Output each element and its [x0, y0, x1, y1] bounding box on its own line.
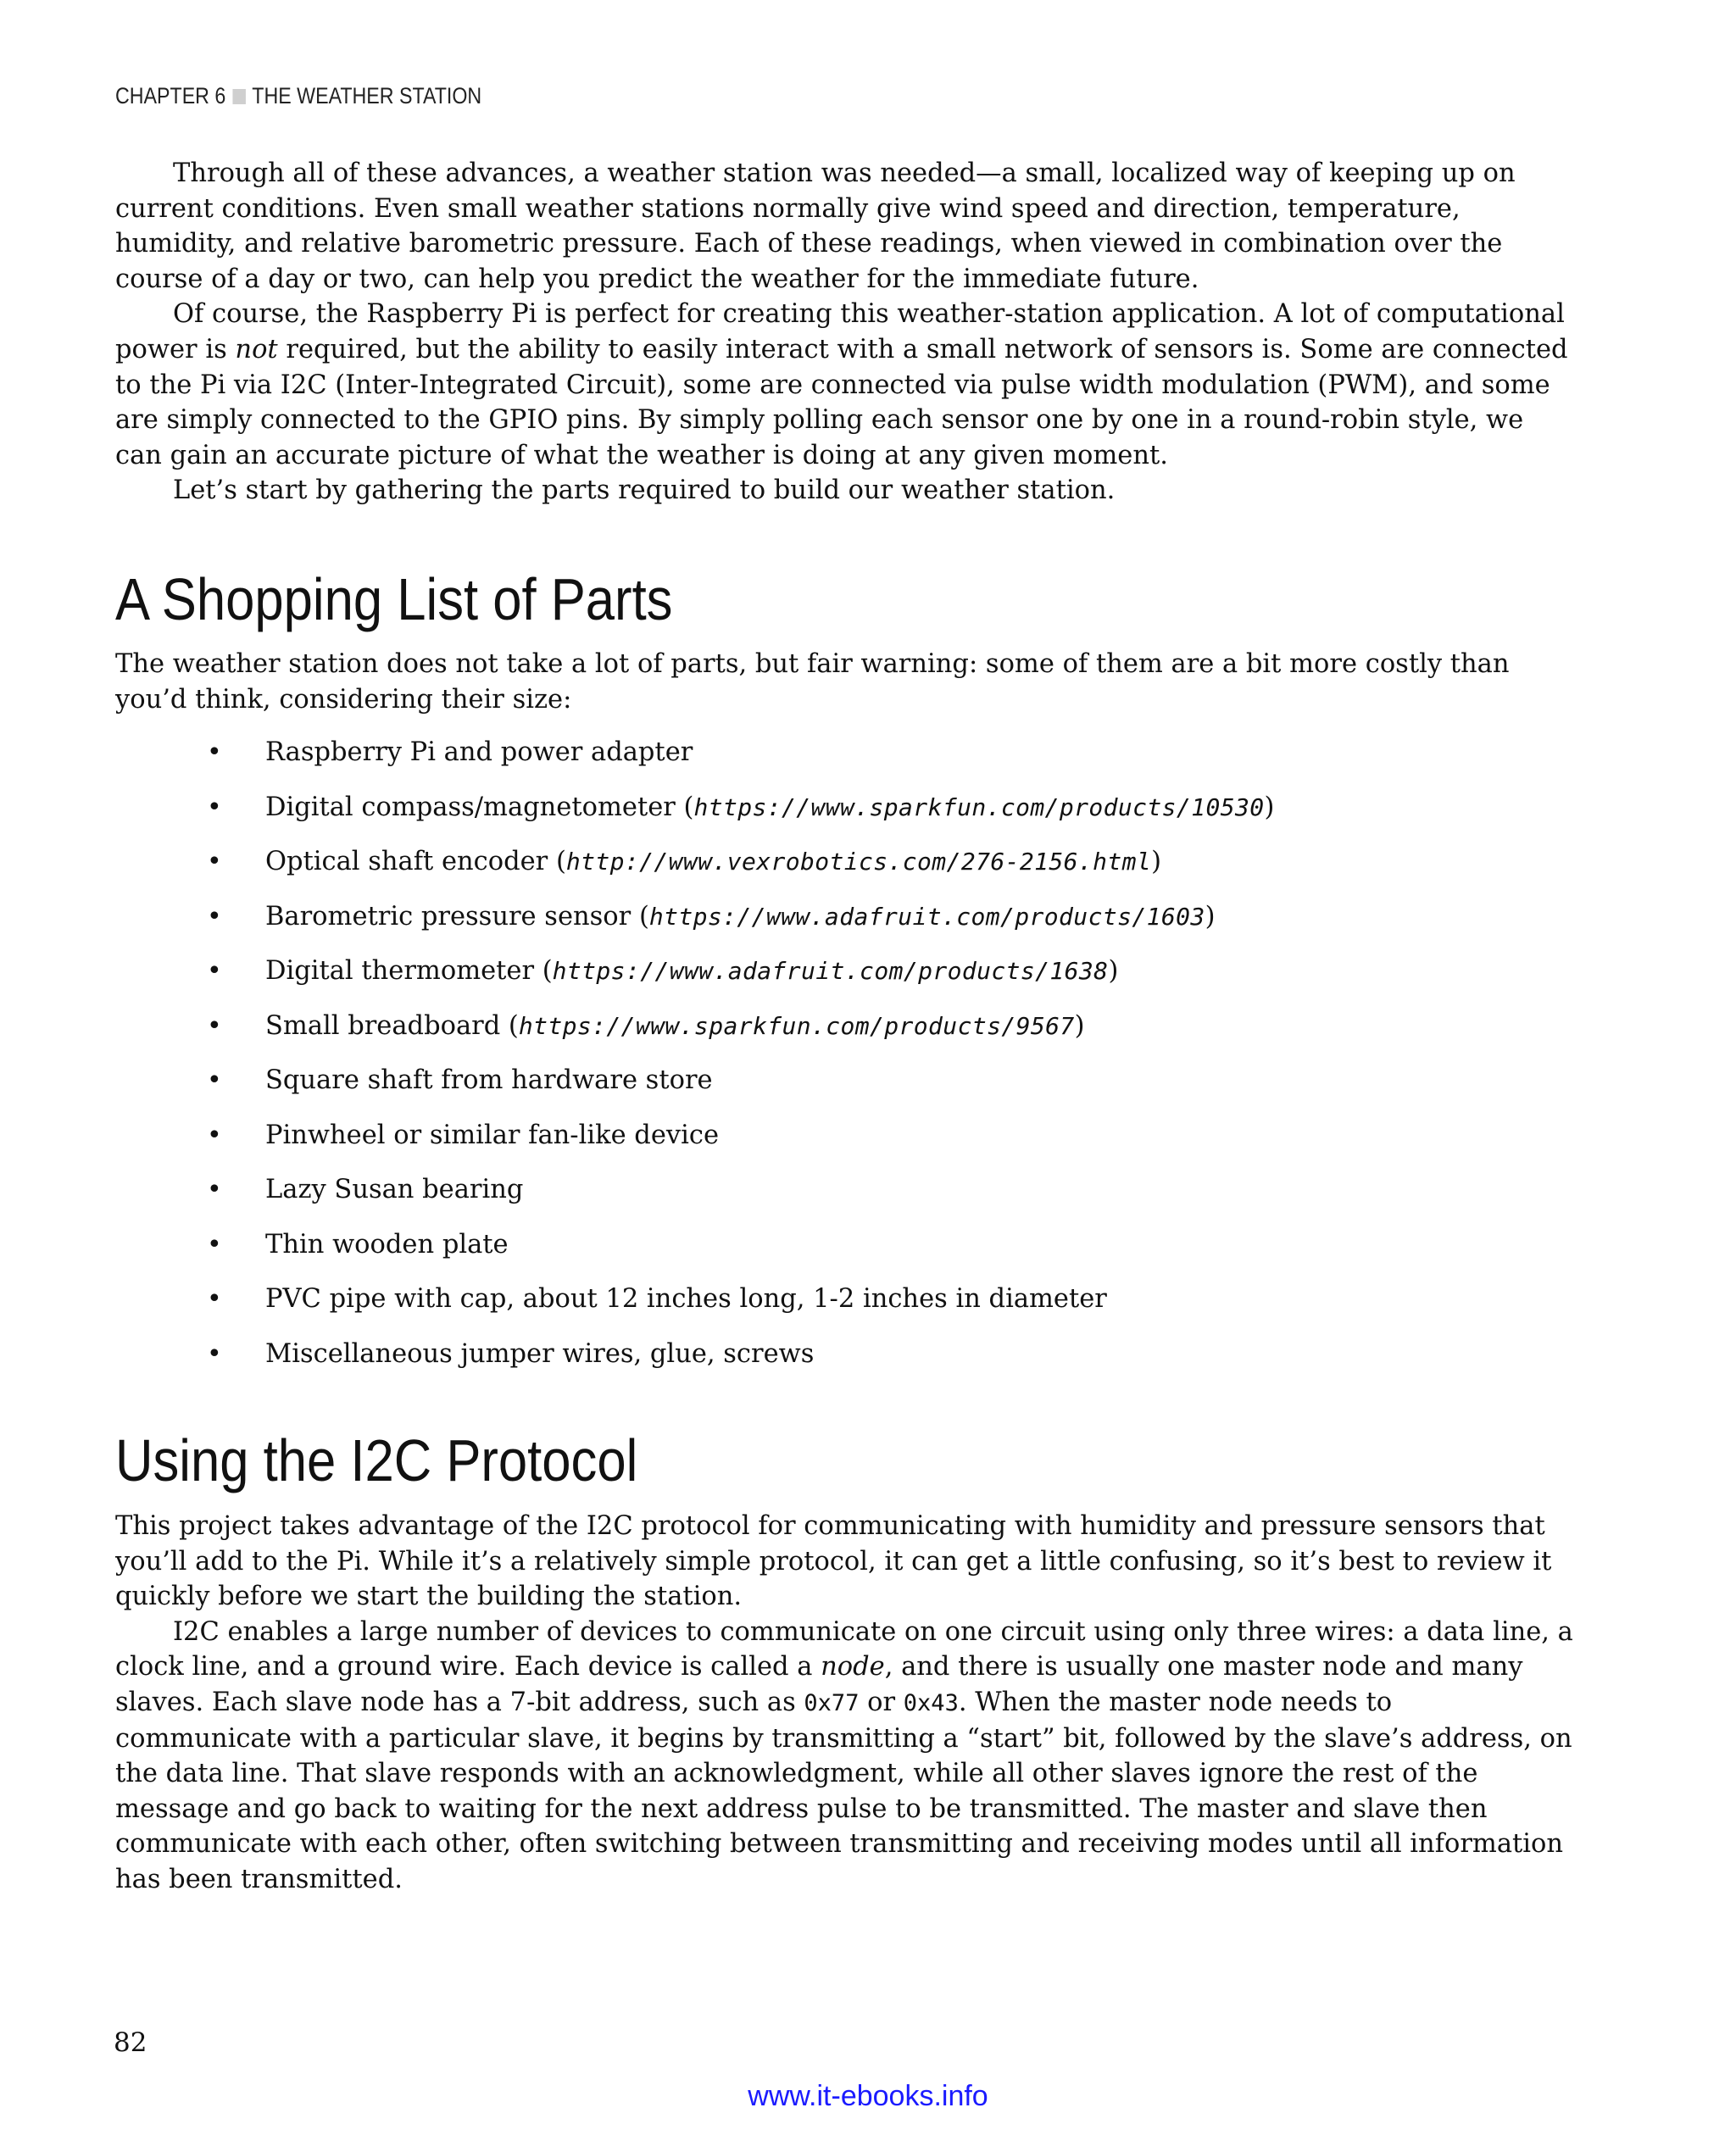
parts-list-item: [115, 845, 1607, 900]
intro-section: [115, 156, 1573, 509]
separator-square-icon: [232, 89, 245, 104]
i2c-paragraph-1: This project takes advantage of the I2C protocol for communicating with humidity and pressure sensors that you’ll add to the Pi. While it’s a relatively simple protocol, it can get a little confusing, so it’s best to review it quickly before we start the building the station.: [115, 1511, 1552, 1612]
parts-list-item: [115, 1228, 1607, 1283]
parts-list-item: [115, 900, 1607, 955]
parts-list-item: [115, 1009, 1607, 1065]
chapter-label: CHAPTER 6: [115, 83, 226, 108]
parts-list-item: [115, 791, 1607, 846]
bullet-icon: •: [207, 1175, 222, 1204]
bullet-icon: •: [207, 1284, 222, 1314]
i2c-p2-emphasis: node: [821, 1652, 885, 1682]
parts-list-item: [115, 1173, 1607, 1228]
parts-item-text: Small breadboard (: [265, 1010, 519, 1041]
i2c-paragraph-2: [115, 1615, 1573, 1898]
parts-item-text: Digital compass/magnetometer (: [265, 792, 694, 822]
bullet-icon: •: [207, 1338, 222, 1369]
parts-item-url[interactable]: https://www.adafruit.com/products/1603: [648, 902, 1205, 931]
parts-item-url[interactable]: https://www.adafruit.com/products/1638: [552, 957, 1109, 985]
parts-list-item: [115, 736, 1607, 791]
i2c-p2-text-c: . When the master node needs to communicate with a particular slave, it begins by transmitting a “start” bit, followed by the slave’s address, on the data line. That slave responds with an acknowledgment, while all other slaves ignore the rest of the message and go back to waiting for the next address pulse to be transmitted. The master and slave then communicate with each other, often switching between transmitting and receiving modes until all information has been transmitted.: [115, 1687, 1572, 1894]
parts-item-close-paren: ): [1074, 1010, 1085, 1041]
page-number: 82: [114, 2027, 147, 2058]
parts-list-item: [115, 1337, 1607, 1393]
intro-paragraph-3: Let’s start by gathering the parts required to build our weather station.: [173, 475, 1116, 506]
parts-item-close-paren: ): [1108, 956, 1119, 986]
shopping-list-heading: A Shopping List of Parts: [115, 566, 673, 632]
bullet-icon: •: [207, 1229, 222, 1260]
bullet-icon: •: [207, 901, 222, 931]
parts-item-url[interactable]: https://www.sparkfun.com/products/10530: [693, 792, 1265, 821]
i2c-address-code-1: 0x77: [804, 1689, 860, 1716]
parts-list-item: [115, 954, 1607, 1009]
intro-p2-emphasis: not: [235, 334, 278, 364]
i2c-p2-text-a: I2C enables a large number of devices to communicate on one circuit using only three wires: a data line, a clock line, and a ground wire. Each device is called a: [115, 1616, 1573, 1682]
parts-item-close-paren: ): [1205, 901, 1216, 931]
footer-link[interactable]: www.it-ebooks.info: [748, 2080, 988, 2112]
parts-list-item: [115, 1064, 1607, 1119]
parts-item-text: Thin wooden plate: [265, 1229, 509, 1260]
parts-item-text: PVC pipe with cap, about 12 inches long, 1-2 inches in diameter: [265, 1284, 1107, 1314]
parts-item-url[interactable]: http://www.vexrobotics.com/276-2156.html: [565, 848, 1152, 876]
parts-item-text: Pinwheel or similar fan-like device: [265, 1120, 720, 1150]
parts-item-close-paren: ): [1151, 847, 1162, 876]
chapter-title: THE WEATHER STATION: [252, 83, 482, 108]
parts-item-url[interactable]: https://www.sparkfun.com/products/9567: [518, 1011, 1075, 1040]
parts-list: [115, 736, 1607, 1392]
bullet-icon: •: [207, 1120, 222, 1150]
shopping-intro-paragraph: The weather station does not take a lot of parts, but fair warning: some of them are a bit more costly than you’d think, considering their size:: [115, 649, 1510, 715]
bullet-icon: •: [207, 847, 222, 876]
bullet-icon: •: [207, 1065, 222, 1095]
i2c-p2-or: or: [859, 1687, 904, 1717]
bullet-icon: •: [207, 737, 222, 767]
parts-item-text: Barometric pressure sensor (: [265, 901, 649, 931]
parts-list-item: [115, 1119, 1607, 1174]
bullet-icon: •: [207, 1010, 222, 1041]
parts-item-text: Optical shaft encoder (: [265, 847, 566, 876]
parts-item-close-paren: ): [1264, 792, 1275, 822]
i2c-address-code-2: 0x43: [903, 1689, 959, 1716]
parts-item-text: Digital thermometer (: [265, 956, 553, 986]
parts-item-text: Raspberry Pi and power adapter: [265, 737, 693, 767]
i2c-p2-text-b: , and there is usually one master node and many slaves. Each slave node has a 7-bit address, such as: [115, 1652, 1523, 1717]
bullet-icon: •: [207, 956, 222, 986]
intro-paragraph-2: [115, 297, 1573, 473]
running-head: [115, 83, 481, 109]
bullet-icon: •: [207, 792, 222, 822]
i2c-section: [115, 1509, 1573, 1898]
parts-item-text: Lazy Susan bearing: [265, 1175, 524, 1204]
parts-item-text: Miscellaneous jumper wires, glue, screws: [265, 1338, 815, 1369]
shopping-intro: [115, 647, 1573, 717]
parts-list-item: [115, 1282, 1607, 1337]
intro-paragraph-1: Through all of these advances, a weather station was needed—a small, localized way of keeping up on current conditions. Even small weather stations normally give wind speed and direction, temperature, humidity, and relative barometric pressure. Each of these readings, when viewed in combination over the course of a day or two, can help you predict the weather for the immediate future.: [115, 158, 1516, 294]
intro-p2-text-a: Of course, the Raspberry Pi is perfect for creating this weather-station application. A lot of computational power is: [115, 299, 1565, 364]
i2c-heading: Using the I2C Protocol: [115, 1427, 638, 1493]
intro-p2-text-b: required, but the ability to easily interact with a small network of sensors is. Some are connected to the Pi via I2C (Inter-Integrated Circuit), some are connected via pulse width modulation (PWM), and some are simply connected to the GPIO pins. By simply polling each sensor one by one in a round-robin style, we can gain an accurate picture of what the weather is doing at any given moment.: [115, 334, 1568, 470]
parts-item-text: Square shaft from hardware store: [265, 1065, 713, 1095]
